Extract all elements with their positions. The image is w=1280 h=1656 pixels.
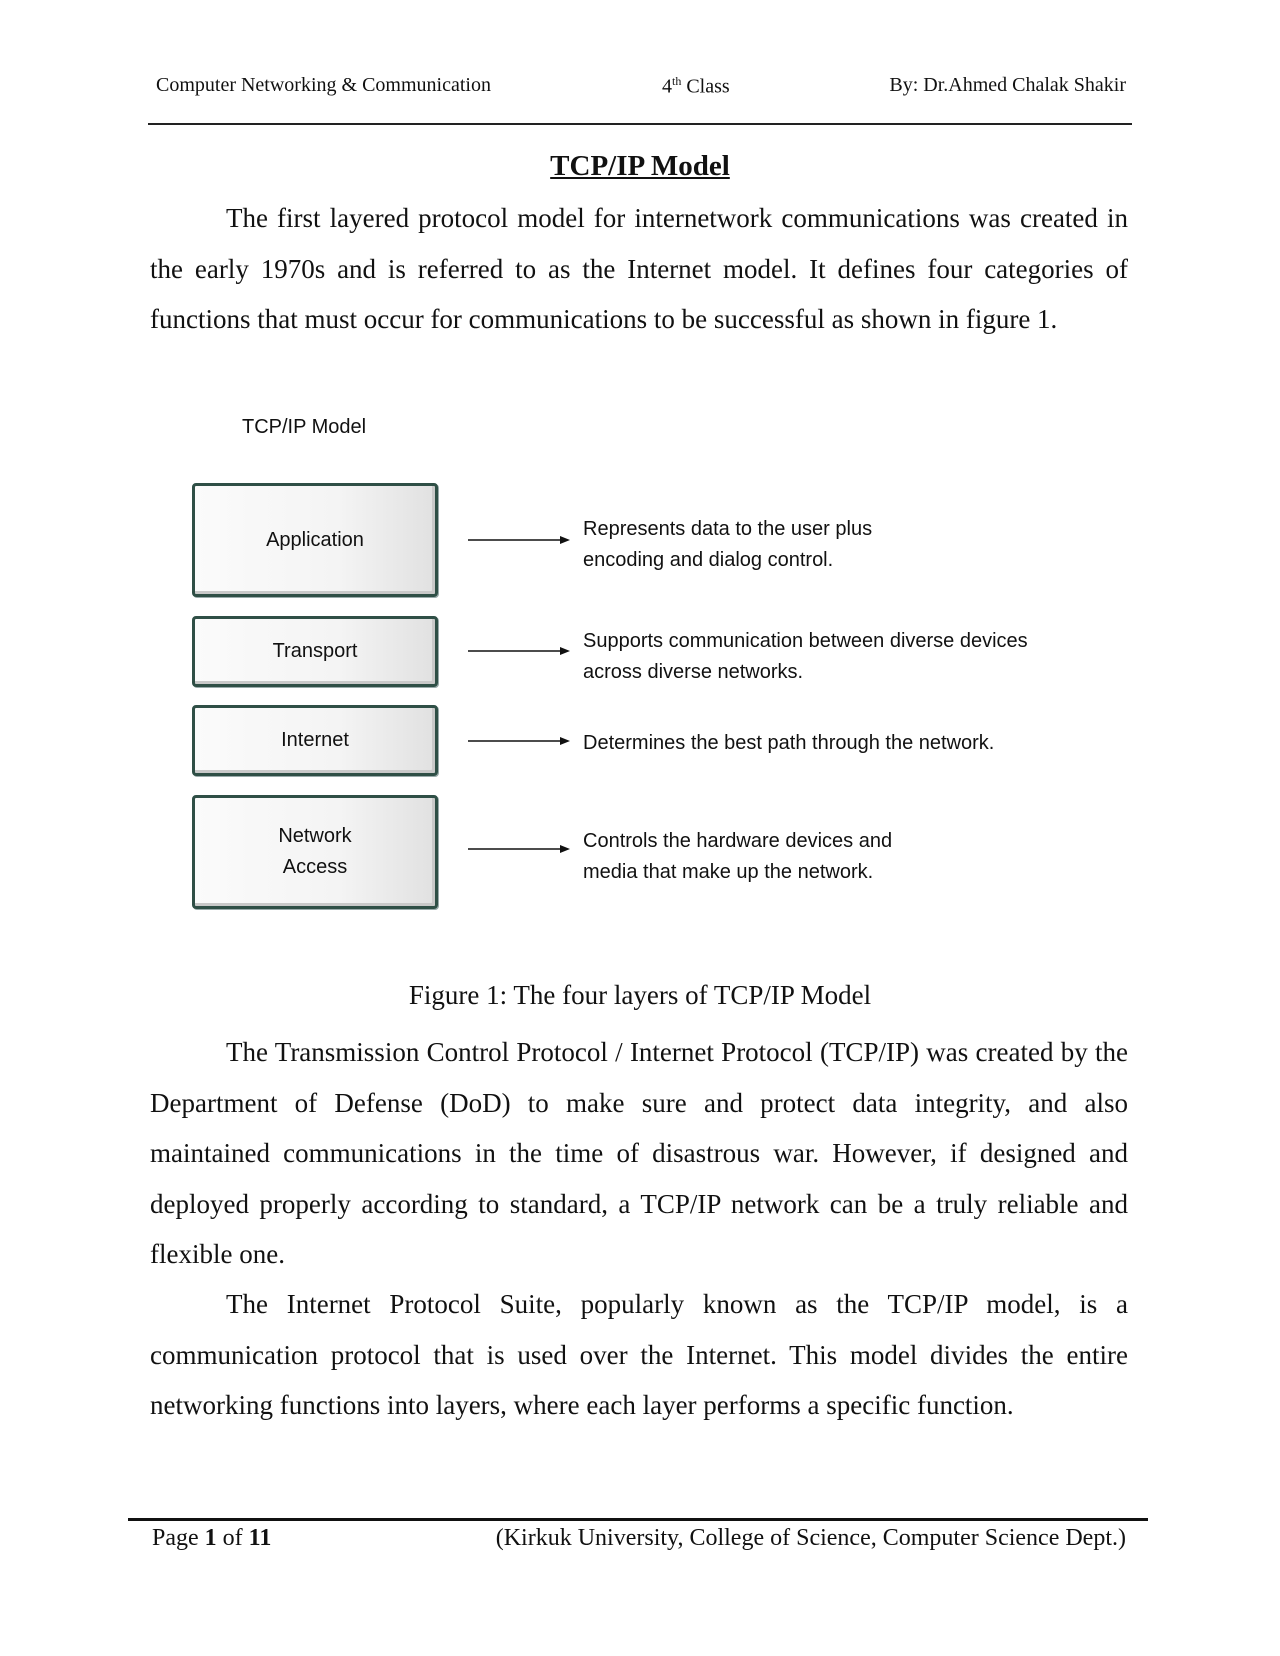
layer-description-application: Represents data to the user plus encoding and dialog control. — [583, 518, 873, 571]
layer-label: Internet — [281, 729, 349, 751]
layer-label: Transport — [272, 640, 358, 662]
figure-caption: Figure 1: The four layers of TCP/IP Model — [408, 980, 872, 1010]
header-class-suffix: th — [672, 74, 682, 88]
layer-description-transport: Supports communication between diverse devices across diverse networks. — [583, 630, 1028, 683]
page-total: 11 — [248, 1525, 272, 1551]
arrow-right-icon — [468, 645, 570, 657]
footer-institution: (Kirkuk University, College of Science, Computer Science Dept.) — [495, 1525, 1126, 1551]
layer-label: Network Access — [278, 825, 352, 878]
header-class-word: Class — [681, 75, 730, 98]
layer-description-network-access: Controls the hardware devices and media that make up the network. — [583, 830, 893, 883]
arrow-right-icon — [468, 534, 570, 546]
layer-box-network-access — [192, 795, 438, 909]
page-title: TCP/IP Model — [550, 150, 730, 182]
layer-box-transport — [192, 616, 438, 687]
layer-box-application — [192, 483, 438, 597]
arrow-right-icon — [468, 735, 570, 747]
layer-description-internet: Determines the best path through the network. — [583, 732, 995, 754]
page-of: of — [216, 1525, 249, 1551]
paragraph-protocol-suite: The Internet Protocol Suite, popularly known as the TCP/IP model, is a communication protocol that is used over the Internet. This model divides the entire networking functions into layers, where each layer performs a specific function. — [150, 1289, 1128, 1420]
layer-box-internet — [192, 705, 438, 776]
header-class — [662, 74, 730, 99]
header-course: Computer Networking & Communication — [156, 74, 491, 96]
page-header — [156, 74, 1126, 104]
page-current: 1 — [204, 1525, 217, 1551]
footer-divider — [128, 1518, 1148, 1521]
arrow-right-icon — [468, 843, 570, 855]
page-prefix: Page — [152, 1525, 205, 1551]
header-author: By: Dr.Ahmed Chalak Shakir — [889, 74, 1126, 96]
page-number — [152, 1525, 271, 1552]
header-class-number: 4 — [662, 75, 672, 98]
figure-title: TCP/IP Model — [242, 416, 367, 438]
header-divider — [148, 123, 1132, 125]
paragraph-intro: The first layered protocol model for internetwork communications was created in the early 1970s and is referred to as the Internet model. It defines four categories of functions that must occur for communications to be successful as shown in figure 1. — [150, 203, 1128, 334]
layer-label: Application — [266, 528, 364, 551]
paragraph-tcpip-history: The Transmission Control Protocol / Internet Protocol (TCP/IP) was created by the Department of Defense (DoD) to make sure and protect data integrity, and also maintained communications in the time of disastrous war. However, if designed and deployed properly according to standard, a TCP/IP network can be a truly reliable and flexible one. — [150, 1037, 1128, 1269]
